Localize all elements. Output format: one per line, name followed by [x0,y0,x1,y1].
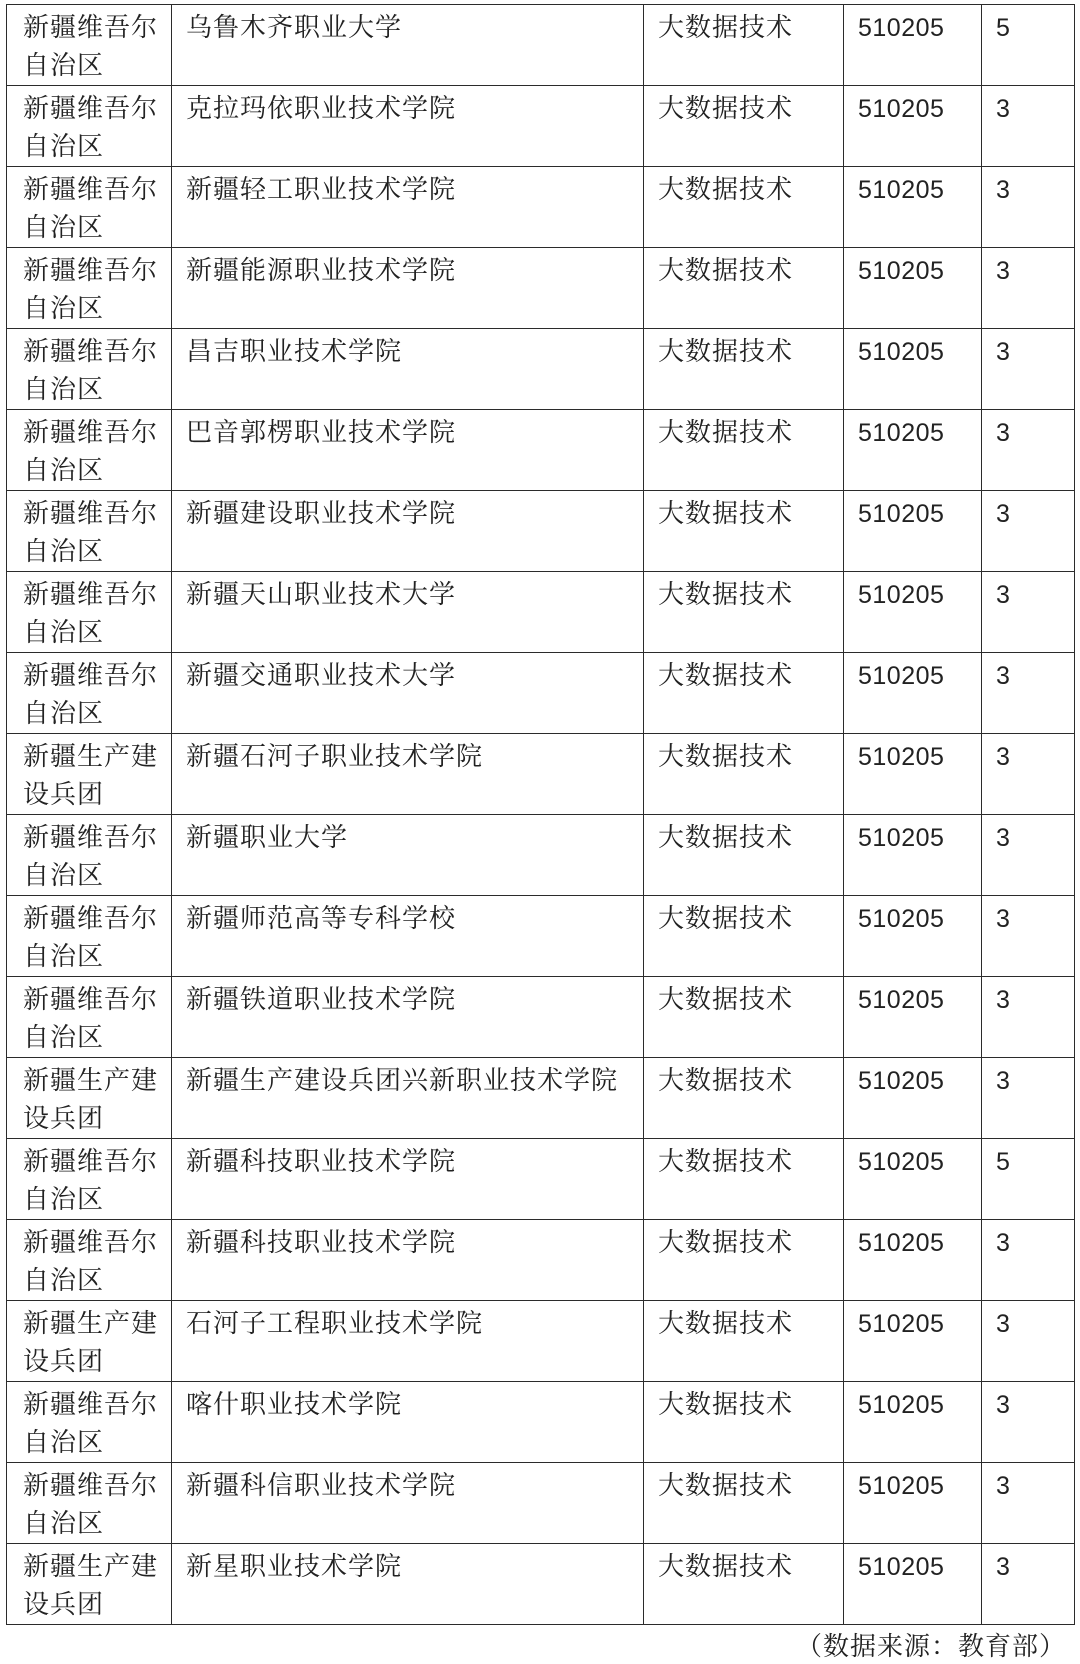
region-cell: 新疆维吾尔自治区 [7,410,172,491]
major-cell: 大数据技术 [644,1301,844,1382]
major-code-cell: 510205 [844,572,982,653]
school-cell: 新疆科信职业技术学院 [172,1463,644,1544]
region-cell: 新疆维吾尔自治区 [7,815,172,896]
table-row [7,977,1075,1058]
school-cell: 新疆建设职业技术学院 [172,491,644,572]
region-cell: 新疆维吾尔自治区 [7,572,172,653]
table-row [7,815,1075,896]
major-cell: 大数据技术 [644,815,844,896]
major-cell: 大数据技术 [644,896,844,977]
table-row [7,86,1075,167]
major-cell: 大数据技术 [644,1058,844,1139]
duration-cell: 3 [982,815,1075,896]
table-row [7,896,1075,977]
major-code-cell: 510205 [844,1544,982,1625]
major-cell: 大数据技术 [644,329,844,410]
region-cell: 新疆维吾尔自治区 [7,1220,172,1301]
region-cell: 新疆维吾尔自治区 [7,5,172,86]
school-cell: 新星职业技术学院 [172,1544,644,1625]
duration-cell: 3 [982,248,1075,329]
major-cell: 大数据技术 [644,1463,844,1544]
major-code-cell: 510205 [844,1220,982,1301]
table-row [7,653,1075,734]
major-cell: 大数据技术 [644,977,844,1058]
duration-cell: 3 [982,167,1075,248]
major-cell: 大数据技术 [644,86,844,167]
table-row [7,1382,1075,1463]
major-code-cell: 510205 [844,977,982,1058]
major-cell: 大数据技术 [644,734,844,815]
table-row [7,5,1075,86]
major-cell: 大数据技术 [644,1220,844,1301]
duration-cell: 3 [982,653,1075,734]
major-code-cell: 510205 [844,167,982,248]
major-code-cell: 510205 [844,1382,982,1463]
table-row [7,1544,1075,1625]
school-cell: 新疆交通职业技术大学 [172,653,644,734]
region-cell: 新疆维吾尔自治区 [7,167,172,248]
major-cell: 大数据技术 [644,653,844,734]
major-cell: 大数据技术 [644,248,844,329]
major-code-cell: 510205 [844,491,982,572]
table-row [7,1058,1075,1139]
major-cell: 大数据技术 [644,1544,844,1625]
table-row [7,329,1075,410]
table-row [7,410,1075,491]
duration-cell: 3 [982,572,1075,653]
table-row [7,734,1075,815]
major-cell: 大数据技术 [644,410,844,491]
school-major-table [6,4,1075,1625]
school-cell: 新疆能源职业技术学院 [172,248,644,329]
major-code-cell: 510205 [844,1301,982,1382]
school-cell: 昌吉职业技术学院 [172,329,644,410]
region-cell: 新疆维吾尔自治区 [7,1382,172,1463]
duration-cell: 3 [982,1463,1075,1544]
school-cell: 新疆轻工职业技术学院 [172,167,644,248]
duration-cell: 3 [982,86,1075,167]
duration-cell: 3 [982,1301,1075,1382]
table-row [7,167,1075,248]
region-cell: 新疆维吾尔自治区 [7,248,172,329]
duration-cell: 3 [982,1220,1075,1301]
region-cell: 新疆生产建设兵团 [7,1301,172,1382]
region-cell: 新疆维吾尔自治区 [7,653,172,734]
major-cell: 大数据技术 [644,5,844,86]
major-code-cell: 510205 [844,1463,982,1544]
duration-cell: 5 [982,5,1075,86]
major-code-cell: 510205 [844,248,982,329]
major-code-cell: 510205 [844,86,982,167]
table-row [7,248,1075,329]
region-cell: 新疆生产建设兵团 [7,1058,172,1139]
duration-cell: 3 [982,329,1075,410]
table-body [7,5,1075,1625]
major-cell: 大数据技术 [644,491,844,572]
table-row [7,1301,1075,1382]
major-code-cell: 510205 [844,896,982,977]
table-row [7,572,1075,653]
school-cell: 喀什职业技术学院 [172,1382,644,1463]
region-cell: 新疆维吾尔自治区 [7,86,172,167]
table-row [7,1463,1075,1544]
duration-cell: 3 [982,491,1075,572]
region-cell: 新疆维吾尔自治区 [7,977,172,1058]
region-cell: 新疆维吾尔自治区 [7,1463,172,1544]
major-code-cell: 510205 [844,815,982,896]
school-cell: 克拉玛依职业技术学院 [172,86,644,167]
region-cell: 新疆维吾尔自治区 [7,1139,172,1220]
duration-cell: 3 [982,1382,1075,1463]
duration-cell: 3 [982,896,1075,977]
data-table-wrapper [6,4,1074,1625]
region-cell: 新疆维吾尔自治区 [7,896,172,977]
region-cell: 新疆生产建设兵团 [7,734,172,815]
table-row [7,491,1075,572]
major-code-cell: 510205 [844,1058,982,1139]
school-cell: 新疆铁道职业技术学院 [172,977,644,1058]
major-code-cell: 510205 [844,410,982,491]
school-cell: 新疆科技职业技术学院 [172,1139,644,1220]
school-cell: 新疆生产建设兵团兴新职业技术学院 [172,1058,644,1139]
major-cell: 大数据技术 [644,167,844,248]
major-code-cell: 510205 [844,5,982,86]
major-code-cell: 510205 [844,1139,982,1220]
table-row [7,1220,1075,1301]
table-row [7,1139,1075,1220]
region-cell: 新疆生产建设兵团 [7,1544,172,1625]
duration-cell: 3 [982,410,1075,491]
school-cell: 巴音郭楞职业技术学院 [172,410,644,491]
major-code-cell: 510205 [844,329,982,410]
school-cell: 新疆石河子职业技术学院 [172,734,644,815]
major-cell: 大数据技术 [644,1382,844,1463]
data-source-note: （数据来源：教育部） [795,1632,1066,1662]
school-cell: 石河子工程职业技术学院 [172,1301,644,1382]
school-cell: 乌鲁木齐职业大学 [172,5,644,86]
major-code-cell: 510205 [844,734,982,815]
duration-cell: 3 [982,1058,1075,1139]
school-cell: 新疆科技职业技术学院 [172,1220,644,1301]
school-cell: 新疆师范高等专科学校 [172,896,644,977]
region-cell: 新疆维吾尔自治区 [7,491,172,572]
school-cell: 新疆职业大学 [172,815,644,896]
duration-cell: 3 [982,977,1075,1058]
duration-cell: 3 [982,1544,1075,1625]
duration-cell: 5 [982,1139,1075,1220]
major-cell: 大数据技术 [644,572,844,653]
duration-cell: 3 [982,734,1075,815]
school-cell: 新疆天山职业技术大学 [172,572,644,653]
region-cell: 新疆维吾尔自治区 [7,329,172,410]
major-code-cell: 510205 [844,653,982,734]
major-cell: 大数据技术 [644,1139,844,1220]
